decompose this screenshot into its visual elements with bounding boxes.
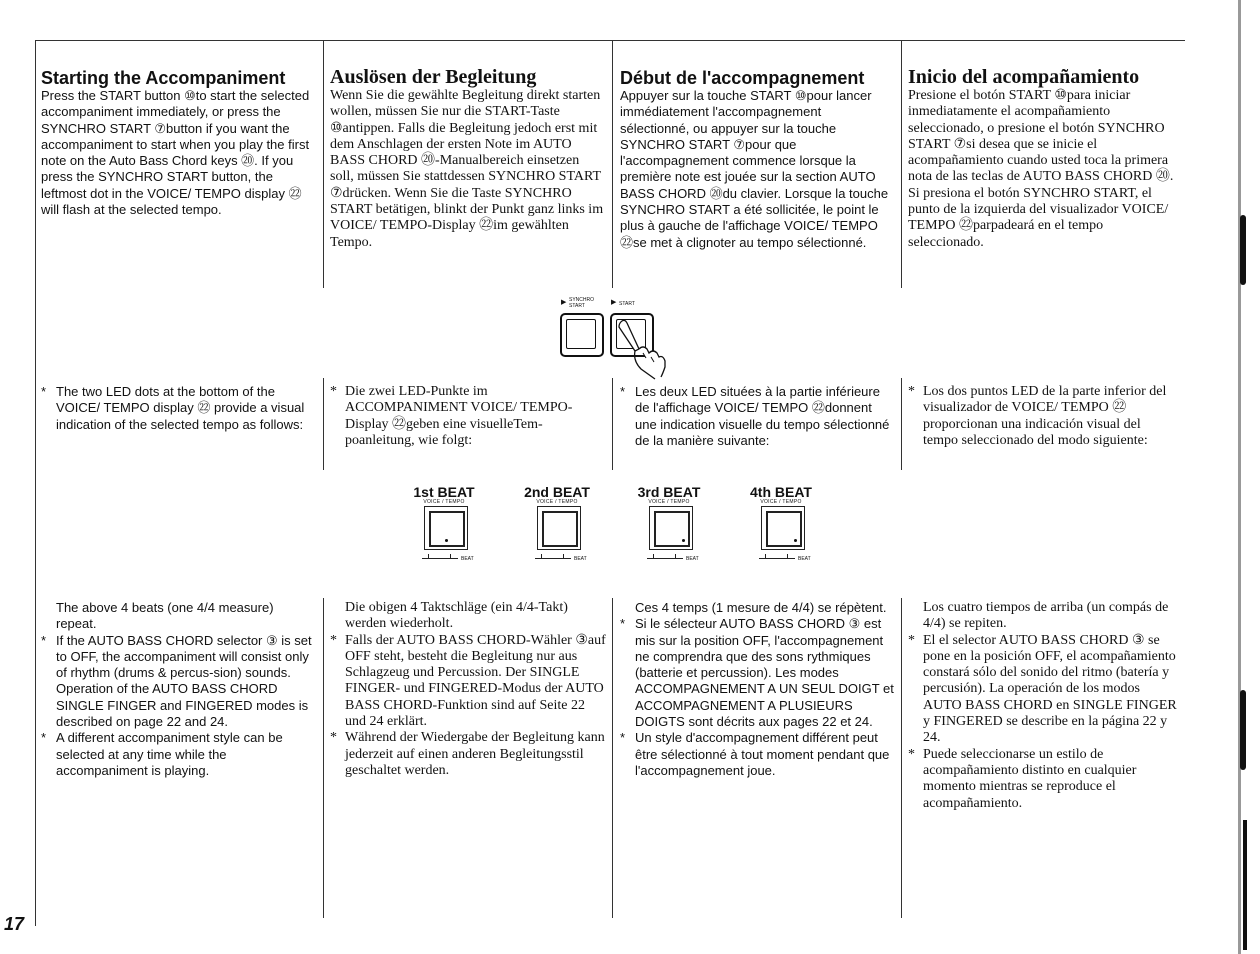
scan-edge-mark xyxy=(1238,0,1241,954)
synchro-start-label-line1: SYNCHRO xyxy=(569,297,595,303)
led-note-text: Los dos puntos LED de la parte inferior del visualizador de VOICE/ TEMPO ㉒proporcionan una indicación visual del tempo seleccionado del modo siguiente: xyxy=(923,384,1167,448)
repeat-text-en: The above 4 beats (one 4/4 measure) repeat. xyxy=(56,600,274,632)
beat-display xyxy=(629,484,709,574)
bottom-block-de xyxy=(330,600,606,779)
notes-list-es xyxy=(908,633,1180,812)
repeat-text-es: Los cuatro tiempos de arriba (un compás de 4/4) se repiten. xyxy=(923,600,1169,632)
column-divider-2-low xyxy=(612,598,613,918)
voice-tempo-label: VOICE / TEMPO xyxy=(760,499,802,505)
synchro-start-button[interactable] xyxy=(560,313,604,357)
synchro-arrow-icon: ▶ xyxy=(561,299,567,306)
led-note-en xyxy=(41,384,311,433)
voice-tempo-display xyxy=(761,506,805,550)
intro-paragraph-es: Presione el botón START ⑩para iniciar inmediatamente el acompañamiento seleccionado, o presione el botón SYNCHRO START ⑦si desea que se inicie el acompañamiento cuando usted toca la primera nota de las teclas de AUTO BASS CHORD ⑳. Si presiona el botón SYNCHRO START, el punto de la izquierda del visualizador VOICE/ TEMPO ㉒parpadeará en el tempo seleccionado. xyxy=(908,88,1174,250)
intro-paragraph-en: Press the START button ⑩to start the selected accompaniment immediately, or press the SYNCHRO START ⑦button if you want the accompaniment to start when you play the first note on the Auto Bass Chord keys ⑳. If you press the SYNCHRO START button, the leftmost dot in the VOICE/ TEMPO display ㉒will flash at the selected tempo. xyxy=(41,88,310,218)
led-dot-right xyxy=(794,539,797,542)
column-divider-1-low xyxy=(323,598,324,918)
note-item: * If the AUTO BASS CHORD selector ③ is set to OFF, the accompaniment will consist only of rhythm (drums & percus-sion) sounds. Operation of the AUTO BASS CHORD SINGLE FINGER and FINGERED modes is described on page 22 and 24. xyxy=(41,633,316,731)
beat-display xyxy=(404,484,484,574)
section-title-en: Starting the Accompaniment xyxy=(41,68,286,88)
led-note-fr xyxy=(620,384,892,449)
bullet-star: * xyxy=(908,384,915,399)
column-divider-2 xyxy=(612,40,613,288)
lcd-screen xyxy=(429,511,465,547)
repeat-text-fr: Ces 4 temps (1 mesure de 4/4) se répètent. xyxy=(635,600,887,615)
bottom-block-es xyxy=(908,600,1180,812)
beat-display xyxy=(517,484,597,574)
left-rule xyxy=(35,40,36,926)
beat-baseline xyxy=(422,558,458,559)
beat-label: BEAT xyxy=(461,556,474,562)
voice-tempo-label: VOICE / TEMPO xyxy=(423,499,465,505)
note-item: * Si le sélecteur AUTO BASS CHORD ③ est mis sur la position OFF, l'accompagnement ne comprendra que des sons rythmiques (batterie et percussion). Les modes ACCOMPAGNEMENT A UN SEUL DOIGT et ACCOMPAGNEMENT A PLUSIEURS DOIGTS sont décrits aux pages 22 et 24. xyxy=(620,616,894,730)
beat-label: BEAT xyxy=(798,556,811,562)
intro-paragraph-de: Wenn Sie die gewählte Begleitung direkt starten wollen, müssen Sie nur die START-Taste ⑩antippen. Falls die Begleitung jedoch erst mit dem Anschlagen der ersten Note im AUTO BASS CHORD ⑳-Manualbereich einsetzen soll, müssen Sie stattdessen SYNCHRO START ⑦drücken. Wenn Sie die Taste SYNCHRO START betätigen, blinkt der Punkt ganz links im VOICE/ TEMPO-Display ㉒im gewählten Tempo. xyxy=(330,88,604,250)
bottom-block-en xyxy=(41,600,316,779)
buttons-figure xyxy=(555,293,715,378)
column-divider-3-mid xyxy=(901,378,902,470)
lcd-screen xyxy=(766,511,802,547)
column-divider-1 xyxy=(323,40,324,288)
lcd-screen xyxy=(542,511,578,547)
column-divider-3 xyxy=(901,40,902,288)
led-note-text: The two LED dots at the bottom of the VOICE/ TEMPO display ㉒ provide a visual indication of the selected tempo as follows: xyxy=(56,384,305,432)
voice-tempo-display xyxy=(649,506,693,550)
intro-paragraph-fr: Appuyer sur la touche START ⑩pour lancer immédiatement l'accompagnement sélectionné, ou appuyer sur la touche SYNCHRO START ⑦pour que l'accompagnement commence lorsque la première note est jouée sur la section AUTO BASS CHORD ⑳du clavier. Lorsque la touche SYNCHRO START a été sollicitée, le point le plus à gauche de l'affichage VOICE/ TEMPO ㉒se met à clignoter au tempo sélectionné. xyxy=(620,88,889,250)
voice-tempo-label: VOICE / TEMPO xyxy=(648,499,690,505)
bullet-star: * xyxy=(330,384,337,399)
page-number: 17 xyxy=(4,914,25,934)
notes-list-de xyxy=(330,633,606,780)
beat-label: BEAT xyxy=(574,556,587,562)
notes-list-en xyxy=(41,633,316,780)
repeat-text-de: Die obigen 4 Taktschläge (ein 4/4-Takt) werden wiederholt. xyxy=(345,600,568,632)
beat-title: 4th BEAT xyxy=(750,484,812,500)
beat-title: 1st BEAT xyxy=(413,484,475,500)
note-item: * Un style d'accompagnement différent peut être sélectionné à tout moment pendant que l'accompagnement joue. xyxy=(620,730,894,779)
note-item: * El el selector AUTO BASS CHORD ③ se pone en la posición OFF, el acompañamiento constará sólo del sonido del ritmo (batería y percusión). La operación de los modos AUTO BASS CHORD en SINGLE FINGER y FINGERED se describe en la página 22 y 24. xyxy=(908,633,1180,747)
synchro-start-label-line2: START xyxy=(569,303,585,309)
note-item: * A different accompaniment style can be selected at any time while the accompaniment is playing. xyxy=(41,730,316,779)
section-title-fr: Début de l'accompagnement xyxy=(620,68,865,88)
beat-baseline xyxy=(759,558,795,559)
column-divider-2-mid xyxy=(612,378,613,470)
synchro-start-button-face xyxy=(566,319,596,349)
beat-title: 2nd BEAT xyxy=(524,484,590,500)
note-item: * Während der Wiedergabe der Begleitung kann jederzeit auf einen anderen Begleitungsstil geschaltet werden. xyxy=(330,730,606,779)
led-note-de xyxy=(330,384,606,449)
scan-edge-mark xyxy=(1243,820,1247,950)
column-divider-1-mid xyxy=(323,378,324,470)
top-rule xyxy=(35,40,1185,41)
bottom-block-fr xyxy=(620,600,894,779)
notes-list-fr xyxy=(620,616,894,779)
led-note-es xyxy=(908,384,1170,449)
beat-title: 3rd BEAT xyxy=(637,484,701,500)
voice-tempo-display xyxy=(537,506,581,550)
lcd-screen xyxy=(654,511,690,547)
beat-baseline xyxy=(535,558,571,559)
beat-display xyxy=(741,484,821,574)
voice-tempo-label: VOICE / TEMPO xyxy=(536,499,578,505)
beat-label: BEAT xyxy=(686,556,699,562)
led-note-text: Die zwei LED-Punkte im ACCOMPANIMENT VOICE/ TEMPO-Display ㉒geben eine visuelleTem-poanleitung, wie folgt: xyxy=(345,384,573,448)
bullet-star: * xyxy=(620,384,626,399)
beat-baseline xyxy=(647,558,683,559)
note-item: * Puede seleccionarse un estilo de acompañamiento distinto en cualquier momento mientras se reproduce el acompañamiento. xyxy=(908,747,1180,812)
led-dot-right xyxy=(682,539,685,542)
start-label: START xyxy=(619,301,635,307)
led-dot-left xyxy=(445,539,448,542)
voice-tempo-display xyxy=(424,506,468,550)
led-note-text: Les deux LED situées à la partie inférieure de l'affichage VOICE/ TEMPO ㉒donnent une indication visuelle du tempo sélectionné de la manière suivante: xyxy=(635,384,890,448)
note-item: * Falls der AUTO BASS CHORD-Wähler ③auf OFF steht, besteht die Begleitung nur aus Schlagzeug und Percussion. Der SINGLE FINGER- und FINGERED-Modus der AUTO BASS CHORD-Funktion sind auf Seite 22 und 24 erklärt. xyxy=(330,633,606,731)
scan-edge-mark xyxy=(1240,690,1246,770)
scan-edge-mark xyxy=(1240,215,1246,285)
start-arrow-icon: ▶ xyxy=(611,299,617,306)
column-divider-3-low xyxy=(901,598,902,918)
section-title-es: Inicio del acompañamiento xyxy=(908,66,1140,88)
pressing-hand-icon xyxy=(613,305,693,390)
section-title-de: Auslösen der Begleitung xyxy=(330,66,537,88)
bullet-star: * xyxy=(41,384,47,399)
